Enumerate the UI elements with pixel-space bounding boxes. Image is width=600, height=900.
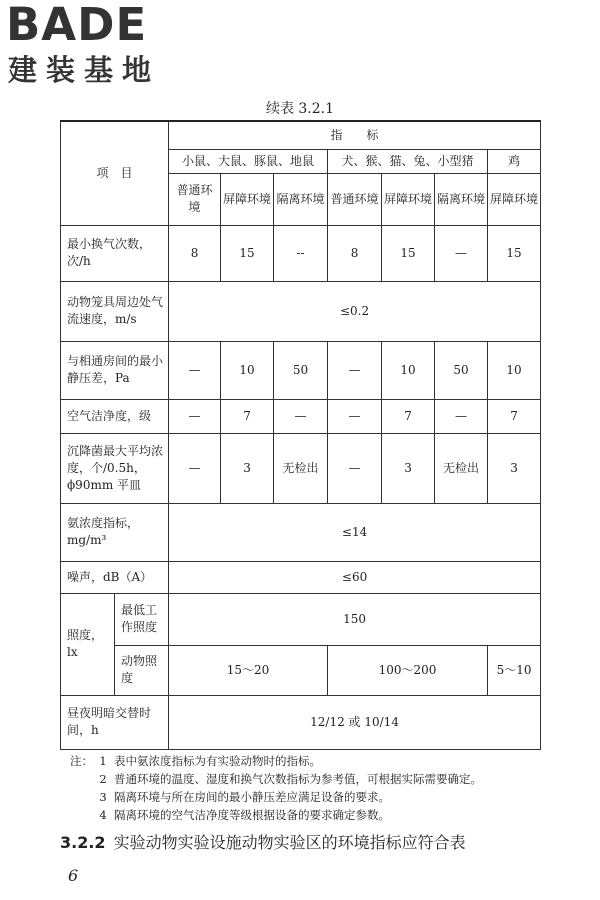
indicator-header: 指 标: [169, 121, 541, 149]
env-col: 屏障环境: [382, 173, 435, 225]
group-rodents: 小鼠、大鼠、豚鼠、地鼠: [169, 149, 328, 173]
note-item: [70, 752, 482, 770]
row-label: 沉降菌最大平均浓度，个/0.5h，ϕ90mm 平皿: [61, 433, 169, 503]
table-row: [61, 341, 541, 399]
note-text: 隔离环境的空气洁净度等级根据设备的要求确定参数。: [114, 808, 390, 822]
note-text: 隔离环境与所在房间的最小静压差应满足设备的要求。: [114, 790, 390, 804]
header-row: [61, 121, 541, 149]
note-number: 3: [99, 790, 107, 804]
cell: —: [274, 399, 328, 433]
table-row: [61, 645, 541, 695]
note-item: [70, 770, 482, 788]
cell: —: [169, 341, 221, 399]
cell: —: [169, 399, 221, 433]
cell: —: [328, 341, 382, 399]
table-row: [61, 225, 541, 281]
row-label: 动物笼具周边处气流速度，m/s: [61, 281, 169, 341]
cell: 8: [169, 225, 221, 281]
row-label: 昼夜明暗交替时间，h: [61, 695, 169, 749]
table-row: [61, 503, 541, 561]
cell: —: [435, 225, 488, 281]
cell: 150: [169, 593, 541, 645]
cell: 无检出: [435, 433, 488, 503]
table-row: [61, 695, 541, 749]
cell: 7: [488, 399, 541, 433]
cell: 3: [382, 433, 435, 503]
row-label: 最小换气次数，次/h: [61, 225, 169, 281]
clause-number: 3.2.2: [60, 833, 106, 852]
cell: 7: [382, 399, 435, 433]
cell: 15: [221, 225, 274, 281]
cell: 8: [328, 225, 382, 281]
cell: —: [169, 433, 221, 503]
cell: 无检出: [274, 433, 328, 503]
env-col: 隔离环境: [435, 173, 488, 225]
cell: 12/12 或 10/14: [169, 695, 541, 749]
note-text: 普通环境的温度、湿度和换气次数指标为参考值，可根据实际需要确定。: [114, 772, 482, 786]
note-text: 表中氨浓度指标为有实验动物时的指标。: [114, 754, 321, 768]
logo-subtitle: 建装基地: [8, 53, 161, 87]
cell: —: [328, 399, 382, 433]
table-row: [61, 399, 541, 433]
cell: 7: [221, 399, 274, 433]
cell: 10: [221, 341, 274, 399]
cell: —: [435, 399, 488, 433]
note-number: 1: [99, 754, 107, 768]
clause-text: 实验动物实验设施动物实验区的环境指标应符合表: [113, 833, 466, 852]
cell: 3: [488, 433, 541, 503]
cell: 100～200: [328, 645, 488, 695]
row-label: 照度，lx: [61, 593, 115, 695]
cell: 15～20: [169, 645, 328, 695]
table-row: [61, 593, 541, 645]
cell: 10: [382, 341, 435, 399]
note-number: 2: [99, 772, 107, 786]
cell: 15: [488, 225, 541, 281]
cell: ≤14: [169, 503, 541, 561]
group-dogs-monkeys: 犬、猴、猫、兔、小型猪: [328, 149, 488, 173]
cell: 15: [382, 225, 435, 281]
row-label: 噪声，dB（A）: [61, 561, 169, 593]
logo-brand: BADE: [6, 0, 148, 51]
cell: —: [328, 433, 382, 503]
env-col: 屏障环境: [488, 173, 541, 225]
group-chicken: 鸡: [488, 149, 541, 173]
sub-row-label: 最低工作照度: [115, 593, 169, 645]
env-col: 屏障环境: [221, 173, 274, 225]
cell: 5～10: [488, 645, 541, 695]
clause-paragraph: [60, 830, 466, 853]
note-prefix: 注：: [70, 754, 93, 768]
table-row: [61, 281, 541, 341]
environment-indicator-table: [60, 120, 541, 750]
cell: 10: [488, 341, 541, 399]
cell: 50: [274, 341, 328, 399]
cell: 3: [221, 433, 274, 503]
bade-logo: [6, 0, 186, 92]
env-col: 普通环境: [169, 173, 221, 225]
note-item: [70, 788, 482, 806]
table-row: [61, 433, 541, 503]
cell: ≤60: [169, 561, 541, 593]
row-label: 氨浓度指标，mg/m³: [61, 503, 169, 561]
table-notes: [70, 752, 482, 824]
row-label: 空气洁净度，级: [61, 399, 169, 433]
env-col: 隔离环境: [274, 173, 328, 225]
cell: --: [274, 225, 328, 281]
env-col: 普通环境: [328, 173, 382, 225]
note-item: [70, 806, 482, 824]
table-caption: 续表 3.2.1: [265, 101, 335, 117]
sub-row-label: 动物照度: [115, 645, 169, 695]
cell: ≤0.2: [169, 281, 541, 341]
page-number: 6: [68, 866, 79, 885]
cell: 50: [435, 341, 488, 399]
row-label: 与相通房间的最小静压差，Pa: [61, 341, 169, 399]
note-number: 4: [99, 808, 107, 822]
item-header: 项 目: [61, 121, 169, 225]
table-row: [61, 561, 541, 593]
